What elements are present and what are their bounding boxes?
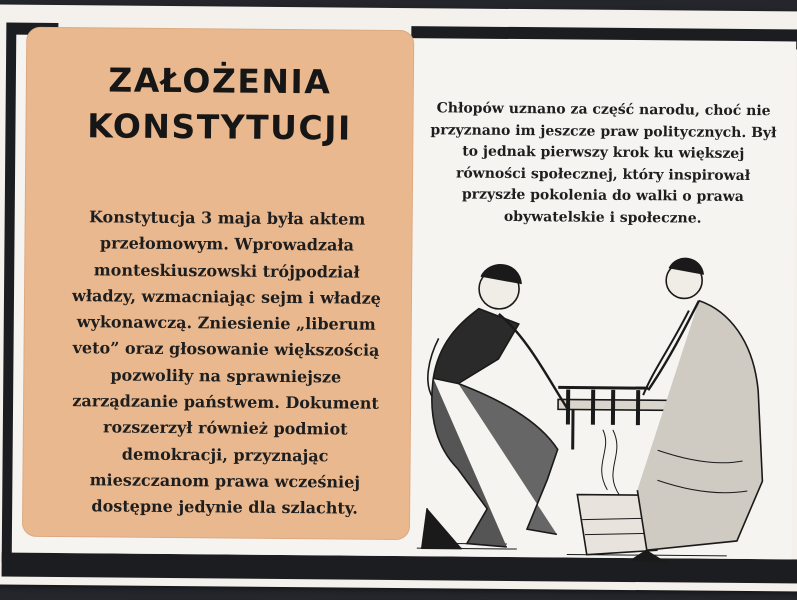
info-panel <box>22 27 414 540</box>
title-line-2: KONSTYTUCJI <box>87 106 352 148</box>
poster-board <box>0 4 797 591</box>
poster-title <box>25 57 414 152</box>
right-paragraph: Chłopów uznano za część narodu, choć nie przyznano im jeszcze praw politycznych. Był to jednak pierwszy krok ku większej równości społecznej, który inspirował przyszłe pokolenia do walki o prawa obywatelskie i społeczne. <box>430 100 777 227</box>
peasants-working-illustration <box>397 248 785 571</box>
title-line-1: ZAŁOŻENIA <box>108 60 332 102</box>
left-paragraph: Konstytucja 3 maja była aktem przełomowym. Wprowadzała monteskiuszowski trójpodział władzy, wzmacniając sejm i władzę wykonawczą. Zniesienie „liberum veto” oraz głosowanie większością pozwoliły na sprawniejsze zarządzanie państwem. Dokument rozszerzył również podmiot demokracji, przyznając mieszczanom prawa wcześniej dostępne jedynie dla szlachty. <box>72 207 381 518</box>
